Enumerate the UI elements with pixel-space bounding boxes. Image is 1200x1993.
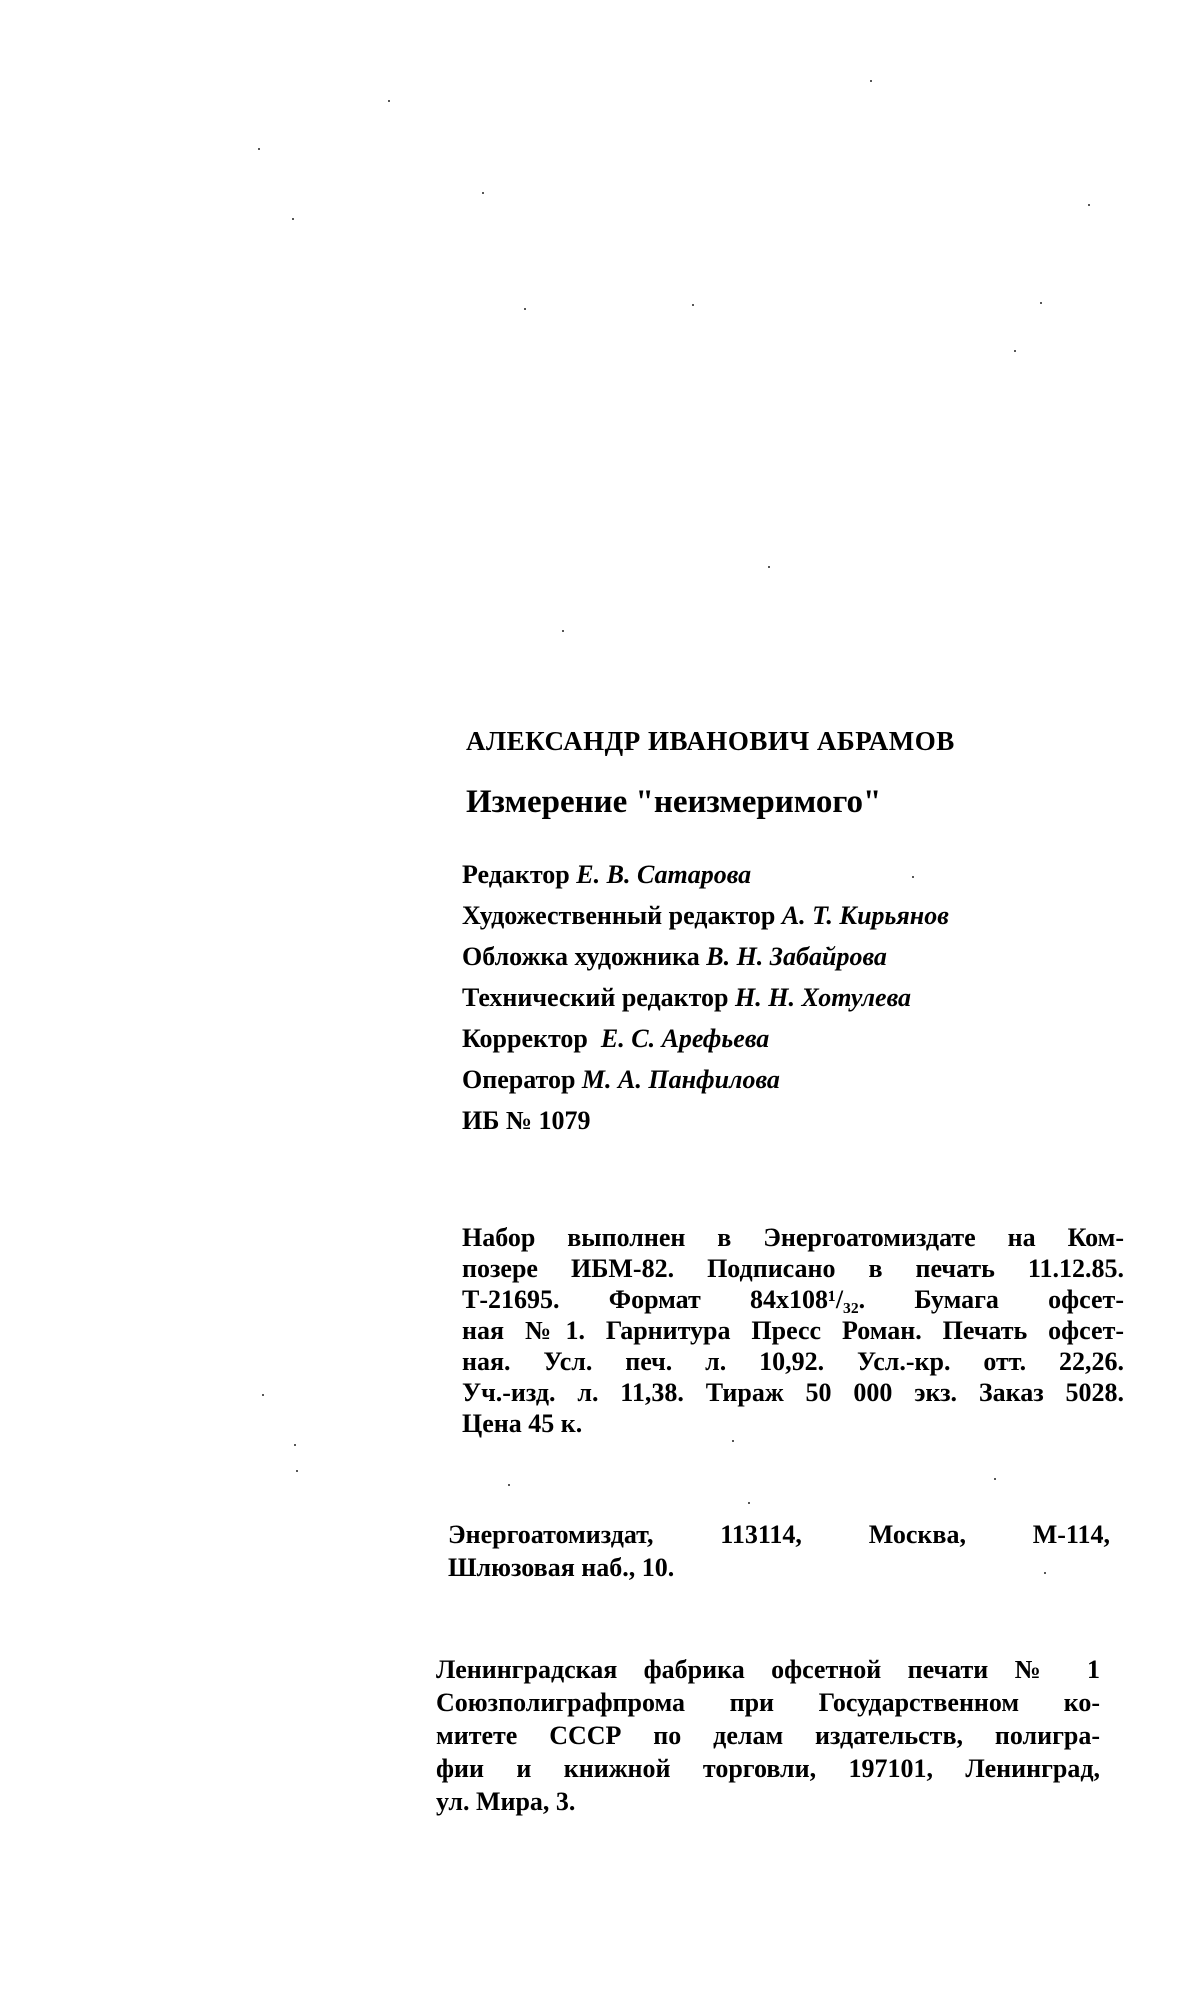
scan-speck — [292, 218, 294, 220]
book-title: Измерение "неизмеримого" — [466, 784, 882, 820]
scan-speck — [562, 630, 564, 632]
scan-speck — [262, 1394, 264, 1396]
credit-cover-artist — [462, 936, 949, 977]
credits-list — [462, 854, 949, 1141]
publisher-line: Энергоатомиздат, 113114, Москва, М-114, — [448, 1520, 1110, 1549]
printer-line: ул. Мира, 3. — [436, 1787, 576, 1816]
author-name: АЛЕКСАНДР ИВАНОВИЧ АБРАМОВ — [466, 726, 955, 756]
credit-role: Оператор — [462, 1065, 576, 1094]
credit-role: Технический редактор — [462, 983, 729, 1012]
credit-operator — [462, 1059, 949, 1100]
credit-tech-editor — [462, 977, 949, 1018]
scan-speck — [768, 566, 770, 568]
credit-person: Е. С. Арефьева — [600, 1024, 770, 1053]
scan-speck — [294, 1444, 296, 1446]
scan-speck — [1088, 204, 1090, 206]
printer-address — [436, 1653, 1100, 1818]
scan-speck — [508, 1484, 510, 1486]
printer-line: фии и книжной торговли, 197101, Ленинград, — [436, 1754, 1100, 1783]
scan-speck — [692, 304, 694, 306]
imprint-paragraph — [462, 1222, 1124, 1439]
credit-proofreader — [462, 1018, 949, 1059]
scan-speck — [524, 308, 526, 310]
imprint-line: Набор выполнен в Энергоатомиздате на Ком- — [462, 1223, 1124, 1252]
credit-role: Корректор — [462, 1024, 588, 1053]
credit-person: А. Т. Кирьянов — [781, 901, 949, 930]
imprint-line: Уч.-изд. л. 11,38. Тираж 50 000 экз. Заказ 5028. — [462, 1378, 1124, 1407]
printer-line: Ленинградская фабрика офсетной печати № 1 — [436, 1655, 1100, 1684]
credit-person: Е. В. Сатарова — [576, 860, 752, 889]
publisher-line: Шлюзовая наб., 10. — [448, 1553, 675, 1582]
imprint-line: Цена 45 к. — [462, 1409, 583, 1438]
imprint-line: Т-21695. Формат 84х108¹/₃₂. Бумага офсет- — [462, 1285, 1124, 1314]
credit-person: Н. Н. Хотулева — [735, 983, 912, 1012]
imprint-line: ная. Усл. печ. л. 10,92. Усл.-кр. отт. 22,26. — [462, 1347, 1124, 1376]
credit-person: В. Н. Забайрова — [706, 942, 887, 971]
scan-speck — [258, 148, 260, 150]
credit-person: М. А. Панфилова — [581, 1065, 780, 1094]
scan-speck — [1014, 350, 1016, 352]
credit-role: Художественный редактор — [462, 901, 776, 930]
scan-speck — [994, 1478, 996, 1480]
imprint-line: ная №1. Гарнитура Пресс Роман. Печать офсет- — [462, 1316, 1124, 1345]
credit-role: Обложка художника — [462, 942, 700, 971]
scan-speck — [748, 1502, 750, 1504]
printer-line: Союзполиграфпрома при Государственном ко- — [436, 1688, 1100, 1717]
scan-speck — [296, 1470, 298, 1472]
printer-line: митете СССР по делам издательств, полигра- — [436, 1721, 1100, 1750]
credit-editor — [462, 854, 949, 895]
ib-number: ИБ № 1079 — [462, 1106, 591, 1135]
credit-art-editor — [462, 895, 949, 936]
scan-speck — [482, 192, 484, 194]
scan-speck — [388, 100, 390, 102]
imprint-line: позере ИБМ-82. Подписано в печать 11.12.85. — [462, 1254, 1124, 1283]
scan-speck — [870, 80, 872, 82]
scan-speck — [732, 1440, 734, 1442]
credit-role: Редактор — [462, 860, 570, 889]
publisher-address — [448, 1518, 1110, 1584]
scan-speck — [1040, 302, 1042, 304]
